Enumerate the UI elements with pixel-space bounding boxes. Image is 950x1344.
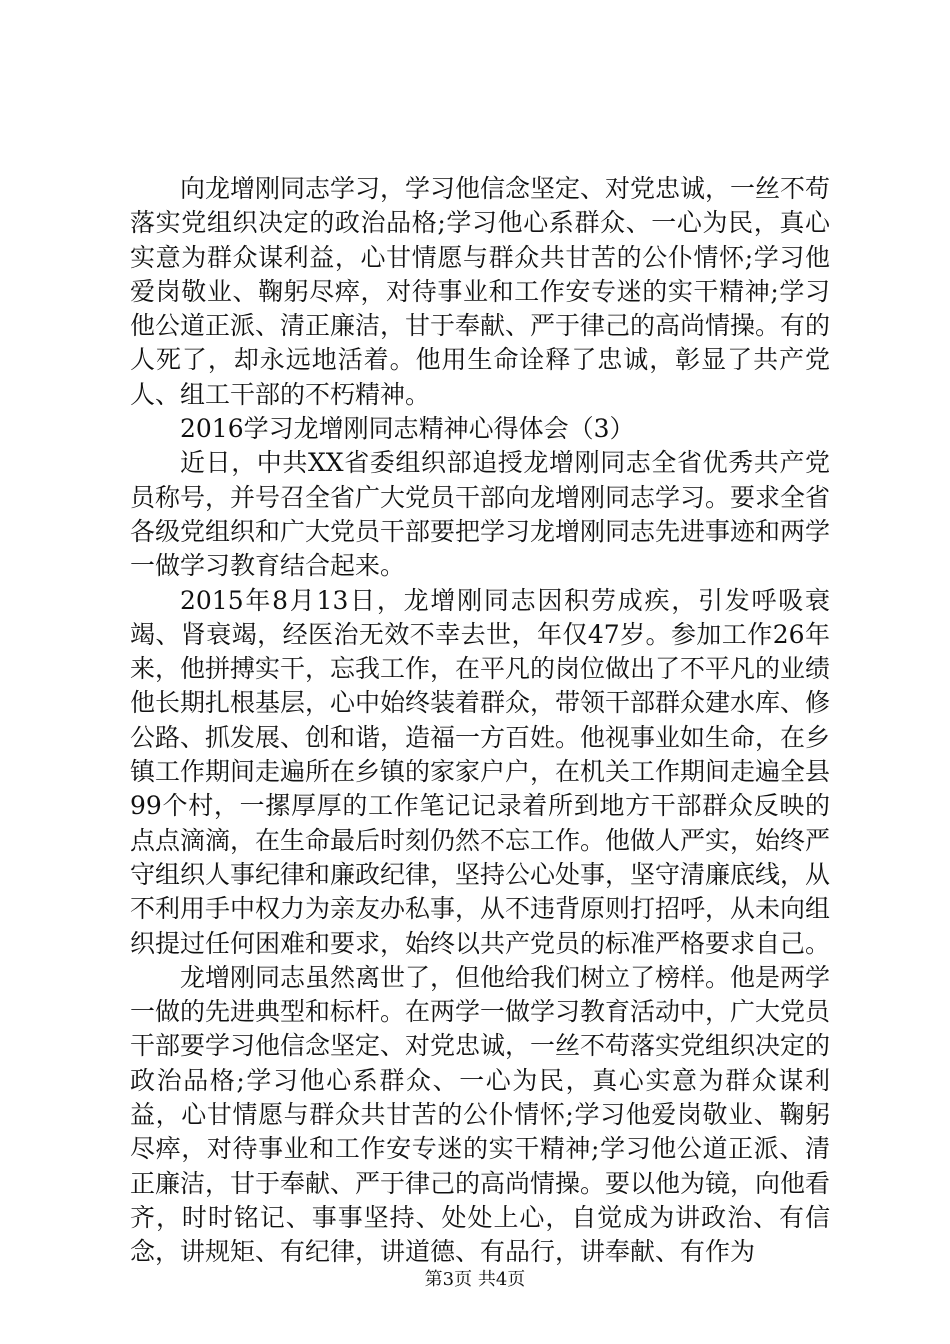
paragraph-recent-honor: 近日，中共XX省委组织部追授龙增刚同志全省优秀共产党员称号，并号召全省广大党员干部向龙增刚同志学习。要求全省各级党组织和广大党员干部要把学习龙增刚同志先进事迹和两学一做学习教育结合起来。 xyxy=(130,448,831,581)
paragraph-biography: 2015年8月13日，龙增刚同志因积劳成疾，引发呼吸衰竭、肾衰竭，经医治无效不幸去世，年仅47岁。参加工作26年来，他拼搏实干，忘我工作，在平凡的岗位做出了不平凡的业绩他长期扎根基层，心中始终装着群众，带领干部群众建水库、修公路、抓发展、创和谐，造福一方百姓。他视事业如生命，在乡镇工作期间走遍所在乡镇的家家户户，在机关工作期间走遍全县99个村，一摞厚厚的工作笔记记录着所到地方干部群众反映的点点滴滴，在生命最后时刻仍然不忘工作。他做人严实，始终严守组织人事纪律和廉政纪律，坚持公心处事，坚守清廉底线，从不利用手中权力为亲友办私事，从不违背原则打招呼，从未向组织提过任何困难和要求，始终以共产党员的标准严格要求自己。 xyxy=(130,585,831,958)
paragraph-role-model: 龙增刚同志虽然离世了，但他给我们树立了榜样。他是两学一做的先进典型和标杆。在两学一做学习教育活动中，广大党员干部要学习他信念坚定、对党忠诚，一丝不苟落实党组织决定的政治品格;学习他心系群众、一心为民，真心实意为群众谋利益，心甘情愿与群众共甘苦的公仆情怀;学习他爱岗敬业、鞠躬尽瘁，对待事业和工作安专迷的实干精神;学习他公道正派、清正廉洁，甘于奉献、严于律己的高尚情操。要以他为镜，向他看齐，时时铭记、事事坚持、处处上心，自觉成为讲政治、有信念，讲规矩、有纪律，讲道德、有品行，讲奉献、有作为 xyxy=(130,962,831,1267)
paragraph-learning-spirit: 向龙增刚同志学习，学习他信念坚定、对党忠诚，一丝不苟落实党组织决定的政治品格;学习他心系群众、一心为民，真心实意为群众谋利益，心甘情愿与群众共甘苦的公仆情怀;学习他爱岗敬业、鞠躬尽瘁，对待事业和工作安专迷的实干精神;学习他公道正派、清正廉洁，甘于奉献、严于律己的高尚情操。有的人死了，却永远地活着。他用生命诠释了忠诚，彰显了共产党人、组工干部的不朽精神。 xyxy=(130,174,831,409)
section-heading: 2016学习龙增刚同志精神心得体会（3） xyxy=(180,414,635,444)
page-footer: 第3页 共4页 xyxy=(424,1269,526,1290)
document-body xyxy=(130,172,830,1270)
